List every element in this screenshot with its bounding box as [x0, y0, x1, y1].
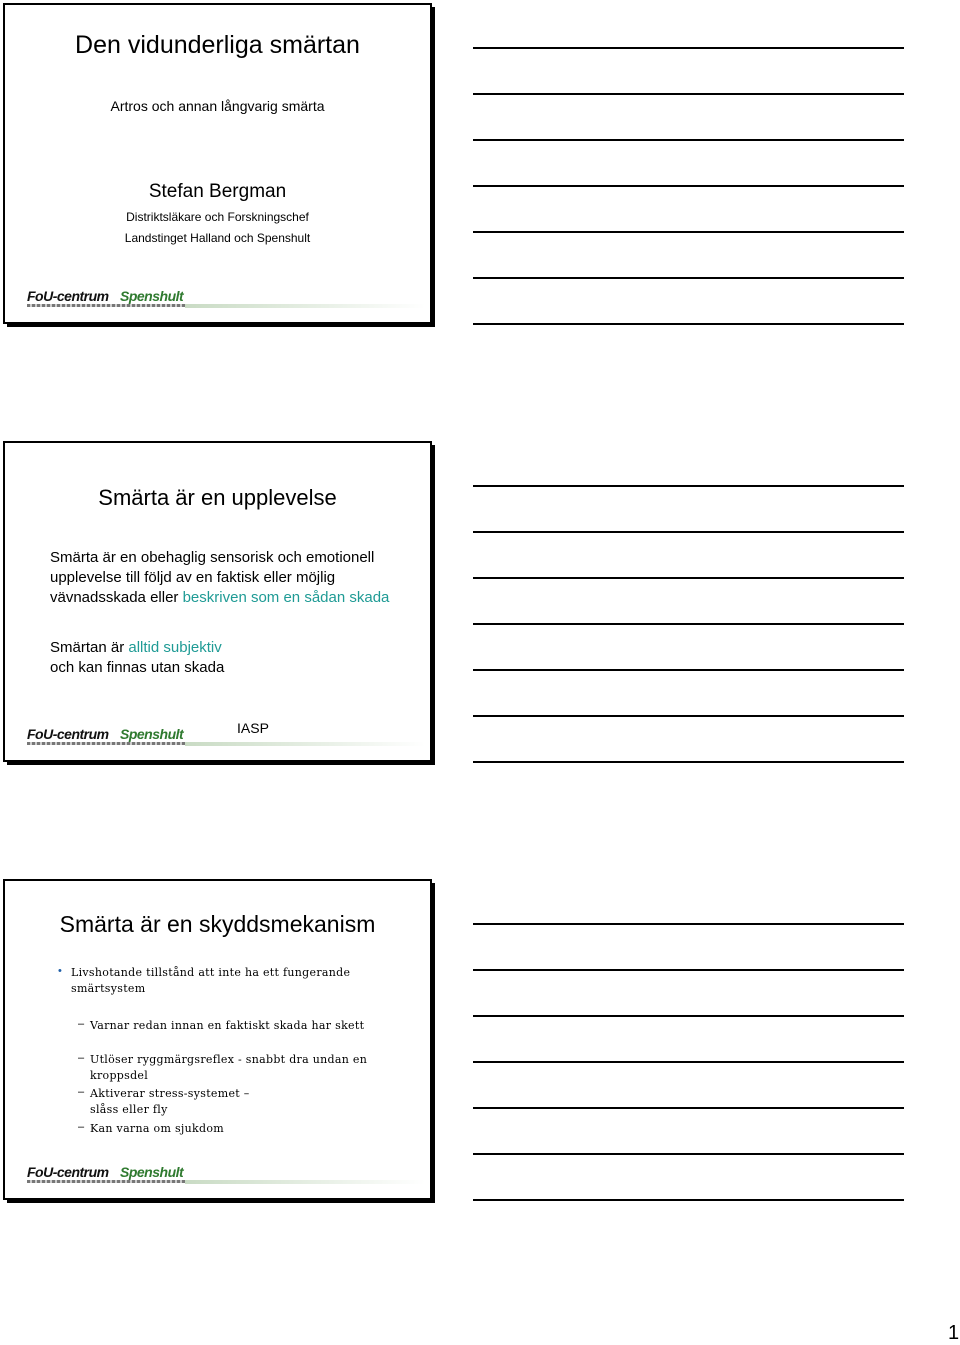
note-line	[473, 715, 904, 717]
logo-fade-bar	[185, 742, 425, 746]
logo-text-spenshult: Spenshult	[120, 288, 184, 304]
sub-bullet-item: Utlöser ryggmärgsreflex - snabbt dra undan en kroppsdel	[90, 1053, 368, 1082]
logo-tagline	[27, 304, 187, 307]
definition-text: Smärta är en obehaglig sensorisk och emotionell upplevelse till följd av en faktisk eller möjlig vävnadsskada eller	[50, 549, 375, 606]
logo-text-fou: FoU-centrum	[27, 288, 109, 304]
note-line	[473, 47, 904, 49]
logo-fade-bar	[185, 1180, 425, 1184]
affiliation-line-2: Landstinget Halland och Spenshult	[124, 231, 311, 245]
note-line	[473, 1107, 904, 1109]
fou-centrum-logo	[25, 1164, 425, 1186]
slide-title: Den vidunderliga smärtan	[75, 31, 360, 59]
bullet-text: Livshotande tillstånd att inte ha ett fungerande smärtsystem	[71, 966, 351, 995]
slide-title: Smärta är en upplevelse	[98, 485, 337, 510]
author-name: Stefan Bergman	[148, 181, 287, 202]
note-line	[473, 93, 904, 95]
note-line	[473, 231, 904, 233]
subjective-paragraph	[50, 638, 390, 678]
slide-1	[3, 3, 432, 324]
logo-tagline	[27, 742, 187, 745]
subjective-text-c: och kan finnas utan skada	[50, 659, 225, 676]
note-line	[473, 761, 904, 763]
note-line	[473, 323, 904, 325]
note-line	[473, 1061, 904, 1063]
note-line	[473, 531, 904, 533]
sub-bullet-item: Kan varna om sjukdom	[90, 1122, 224, 1135]
sub-bullet-item: Varnar redan innan en faktiskt skada har skett	[90, 1019, 365, 1032]
note-line	[473, 623, 904, 625]
note-line	[473, 1153, 904, 1155]
note-line	[473, 669, 904, 671]
logo-text-fou: FoU-centrum	[27, 726, 109, 742]
sub-bullet-dash: –	[78, 1086, 85, 1098]
sub-bullet-dash: –	[78, 1052, 85, 1064]
subjective-highlight: alltid subjektiv	[128, 639, 222, 656]
slide-2	[3, 441, 432, 762]
note-line	[473, 485, 904, 487]
slide-subtitle: Artros och annan långvarig smärta	[110, 98, 325, 114]
sub-bullet-dash: –	[78, 1018, 85, 1030]
logo-text-spenshult: Spenshult	[120, 1164, 184, 1180]
sub-bullet-dash: –	[78, 1121, 85, 1133]
note-line	[473, 139, 904, 141]
bullet-dot: •	[58, 965, 62, 977]
logo-text-spenshult: Spenshult	[120, 726, 184, 742]
note-line	[473, 923, 904, 925]
note-line	[473, 277, 904, 279]
slide-3	[3, 879, 432, 1200]
logo-tagline	[27, 1180, 187, 1183]
note-line	[473, 969, 904, 971]
source-label: IASP	[237, 720, 269, 736]
note-line	[473, 1015, 904, 1017]
page-number: 1	[948, 1322, 960, 1344]
slide-title: Smärta är en skyddsmekanism	[59, 911, 376, 937]
definition-highlight: beskriven som en sådan skada	[182, 589, 390, 606]
fou-centrum-logo	[25, 288, 425, 310]
definition-paragraph	[50, 548, 390, 608]
logo-text-fou: FoU-centrum	[27, 1164, 109, 1180]
note-line	[473, 185, 904, 187]
note-line	[473, 577, 904, 579]
subjective-text-a: Smärtan är	[50, 639, 125, 656]
sub-bullet-item: Aktiverar stress-systemet – slåss eller fly	[90, 1087, 250, 1116]
affiliation-line-1: Distriktsläkare och Forskningschef	[126, 210, 309, 224]
logo-fade-bar	[185, 304, 425, 308]
note-line	[473, 1199, 904, 1201]
fou-centrum-logo	[25, 726, 425, 748]
